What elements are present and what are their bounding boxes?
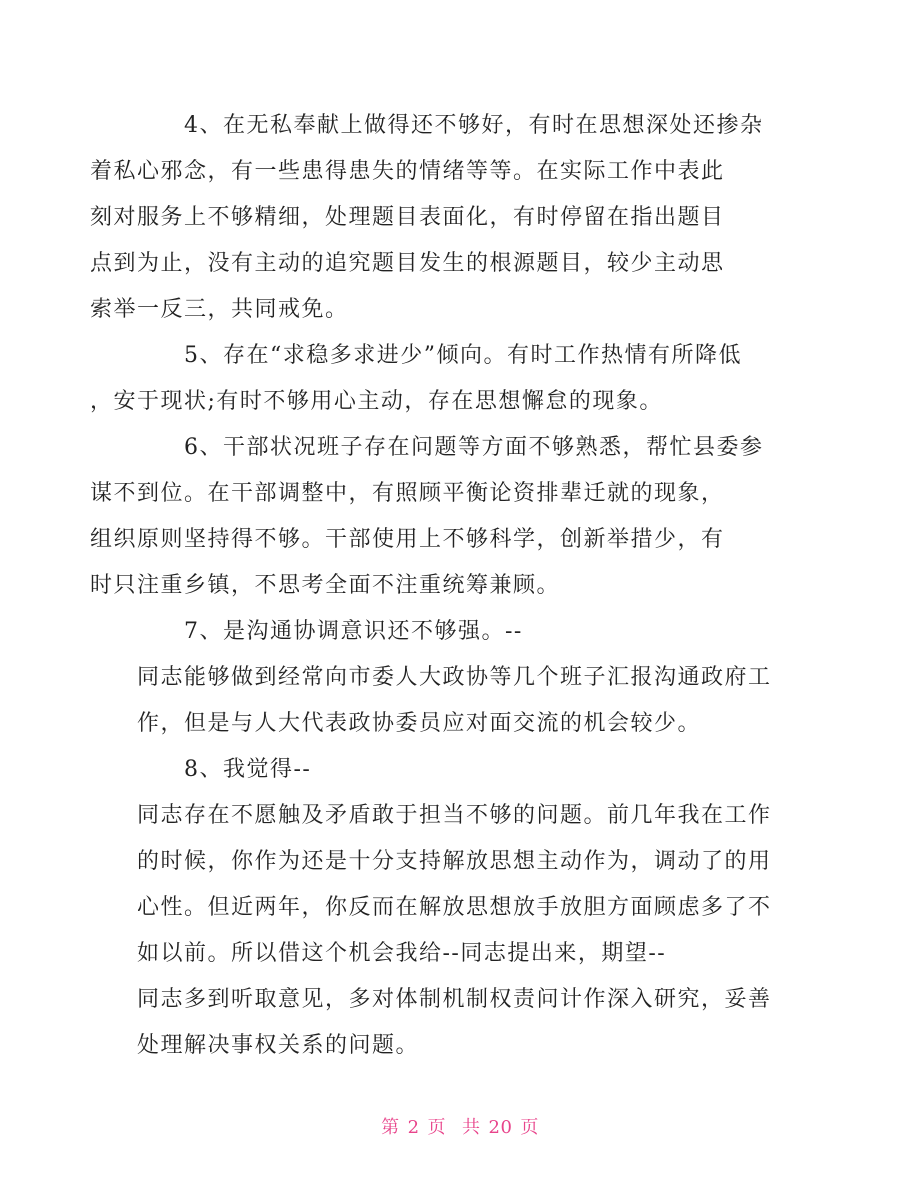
text-line: 作，但是与人大代表政协委员应对面交流的机会较少。 — [137, 711, 702, 736]
footer-page-unit: 页 — [427, 1117, 447, 1138]
text-line: 同志能够做到经常向市委人大政协等几个班子汇报沟通政府工 — [137, 665, 772, 690]
text-line: 7、是沟通协调意识还不够强。-- — [184, 619, 523, 644]
text-line: 时只注重乡镇，不思考全面不注重统筹兼顾。 — [90, 573, 561, 598]
text-line: 8、我觉得-- — [184, 757, 312, 782]
paragraph-item-4 — [90, 103, 787, 333]
text-line: 同志存在不愿触及矛盾敢于担当不够的问题。前几年我在工作 — [137, 803, 772, 828]
footer-current-page: 2 — [407, 1117, 420, 1138]
text-line: 索举一反三，共同戒免。 — [90, 297, 349, 322]
text-line: 心性。但近两年，你反而在解放思想放手放胆方面顾虑多了不 — [137, 895, 772, 920]
text-line: 的时候，你作为还是十分支持解放思想主动作为，调动了的用 — [137, 849, 772, 874]
footer-total-unit: 页 — [520, 1117, 539, 1138]
text-line: 组织原则坚持得不够。干部使用上不够科学，创新举措少，有 — [90, 527, 725, 552]
document-body — [90, 103, 787, 1069]
footer-total-pages: 20 — [488, 1117, 513, 1138]
text-line: 谋不到位。在干部调整中，有照顾平衡论资排辈迁就的现象， — [90, 481, 725, 506]
text-line: 4、在无私奉献上做得还不够好，有时在思想深处还掺杂 — [184, 113, 764, 138]
paragraph-item-5 — [90, 333, 787, 425]
paragraph-item-8-continued — [137, 793, 787, 977]
text-line: 着私心邪念，有一些患得患失的情绪等等。在实际工作中表此 — [90, 159, 725, 184]
text-line: 处理解决事权关系的问题。 — [137, 1033, 420, 1058]
paragraph-item-7-continued — [137, 655, 787, 747]
paragraph-item-6 — [90, 425, 787, 609]
text-line: ，安于现状;有时不够用心主动，存在思想懈怠的现象。 — [90, 389, 663, 414]
paragraph-item-8 — [137, 747, 787, 793]
footer-total-prefix: 共 — [462, 1117, 481, 1138]
text-line: 点到为止，没有主动的追究题目发生的根源题目，较少主动思 — [90, 251, 725, 276]
text-line: 刻对服务上不够精细，处理题目表面化，有时停留在指出题目 — [90, 205, 725, 230]
text-line: 同志多到听取意见，多对体制机制权责问计作深入研究，妥善 — [137, 987, 772, 1012]
paragraph-item-8-closing — [137, 977, 787, 1069]
footer-prefix: 第 — [381, 1117, 400, 1138]
page-footer — [0, 1113, 920, 1139]
text-line: 如以前。所以借这个机会我给--同志提出来，期望-- — [137, 941, 667, 966]
text-line: 6、干部状况班子存在问题等方面不够熟悉，帮忙县委参 — [184, 435, 764, 460]
paragraph-item-7 — [137, 609, 787, 655]
text-line: 5、存在“求稳多求进少”倾向。有时工作热情有所降低 — [184, 343, 742, 368]
